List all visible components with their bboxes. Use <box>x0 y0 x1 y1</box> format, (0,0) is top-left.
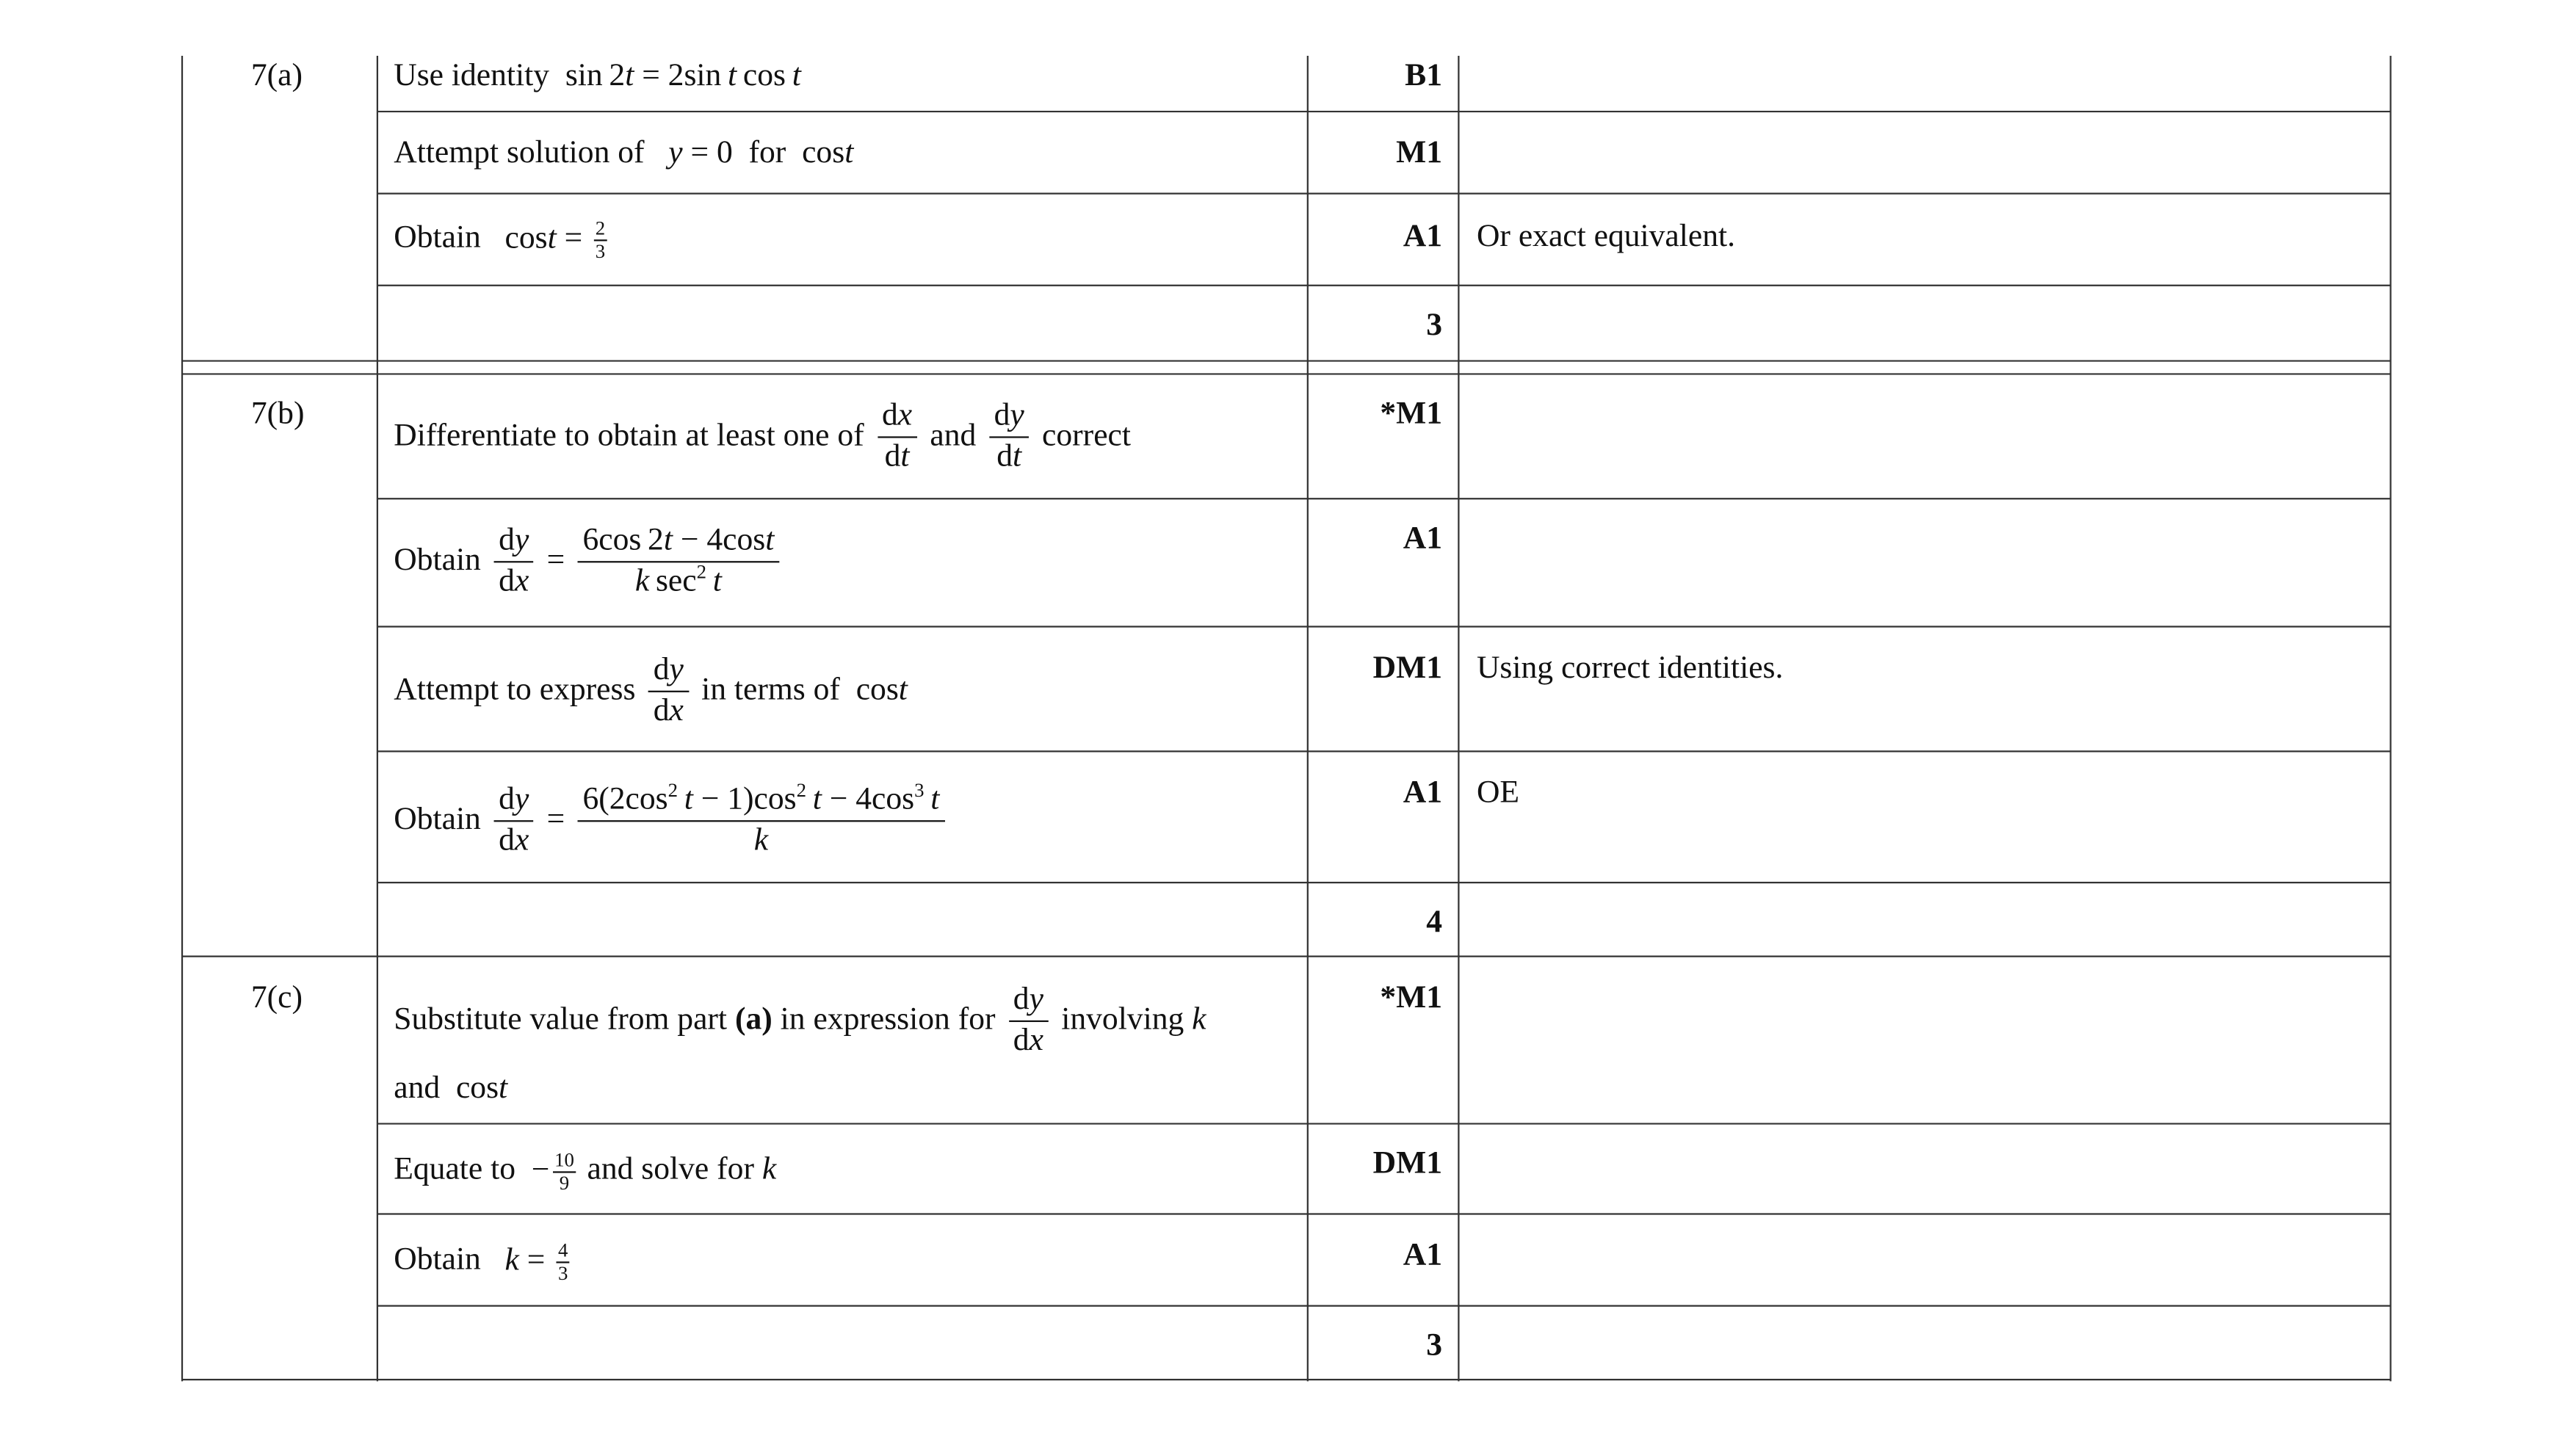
question-label-7c: 7(c) <box>250 981 303 1016</box>
step-text: Equate to <box>394 1152 516 1187</box>
step-obtain-dydx: Obtain $\frac{dy}{dx}$ = $\frac{6\cos 2t - 4\cos t}{k \sec^2 t}$ <box>394 522 784 603</box>
math-cos-expression: $\frac{6(2\cos^2 t - 1)\cos^2 t - 4\cos^3 t}{k}$ <box>578 781 944 863</box>
step-text: in expression for <box>780 1002 996 1037</box>
math-sin-identity: sin 2t = 2sin t cos t <box>557 59 801 94</box>
step-text: Obtain <box>394 802 481 838</box>
guidance-text: Using correct identities. <box>1476 651 1784 686</box>
mark-total: 3 <box>1426 1328 1443 1363</box>
math-dy-dt: $\frac{dy}{dt}$ <box>989 397 1030 479</box>
mark-a1: A1 <box>1403 1238 1443 1273</box>
step-text: Attempt to express <box>394 673 636 708</box>
step-obtain-dydx-cos: Obtain $\frac{dy}{dx}$ = $\frac{6(2\cos^2 t - 1)\cos^2 t - 4\cos^3 t}{k}$ <box>394 781 949 863</box>
step-text: Attempt solution of <box>394 136 645 171</box>
step-substitute-value-cont <box>394 1070 507 1108</box>
step-text: in terms of <box>701 673 840 708</box>
mark-star-m1: *M1 <box>1380 396 1443 432</box>
step-obtain-k <box>394 1240 573 1283</box>
guidance-text: Or exact equivalent. <box>1476 220 1736 255</box>
mark-a1: A1 <box>1403 220 1443 255</box>
question-label-7b: 7(b) <box>250 396 305 432</box>
math-dy-dx: $\frac{dy}{dx}$ <box>648 651 689 733</box>
step-obtain-cos <box>394 218 610 261</box>
mark-total: 4 <box>1426 905 1443 940</box>
math-cos-t: cost <box>448 1071 508 1106</box>
step-text: involving <box>1061 1002 1184 1037</box>
mark-a1: A1 <box>1403 521 1443 557</box>
step-attempt-solution <box>394 134 853 173</box>
math-cos-t: cost <box>847 673 908 708</box>
math-minus-ten-ninths: − $\frac{10}{9}$ <box>524 1153 579 1187</box>
mark-total: 3 <box>1426 308 1443 343</box>
guidance-text: OE <box>1476 775 1520 811</box>
step-substitute-value <box>394 981 1206 1062</box>
mark-a1: A1 <box>1403 775 1443 811</box>
math-dy-dx: $\frac{dy}{dx}$ <box>493 781 534 863</box>
step-text: and <box>930 418 977 454</box>
mark-star-m1: *M1 <box>1380 981 1443 1016</box>
math-derivative-expression: $\frac{6\cos 2t - 4\cos t}{k \sec^2 t}$ <box>578 522 779 603</box>
math-k: k <box>761 1152 777 1187</box>
step-differentiate <box>394 397 1131 479</box>
step-express-in-cos <box>394 651 908 733</box>
math-k-four-thirds: k = $\frac{4}{3}$ <box>489 1243 573 1277</box>
step-text: Obtain <box>394 1242 481 1277</box>
step-text: Use identity <box>394 59 550 94</box>
math-dy-dx: $\frac{dy}{dx}$ <box>1008 981 1049 1062</box>
step-text: Substitute value from part <box>394 1002 728 1037</box>
step-text: and <box>394 1071 441 1106</box>
math-dx-dt: $\frac{dx}{dt}$ <box>877 397 917 479</box>
math-dy-dx: $\frac{dy}{dx}$ <box>493 522 534 603</box>
mark-m1: M1 <box>1396 136 1443 171</box>
math-y-equals-zero: y = 0 for cost <box>668 136 854 171</box>
mark-b1: B1 <box>1405 59 1443 94</box>
part-reference: (a) <box>734 1002 773 1037</box>
step-text: Obtain <box>394 543 481 579</box>
step-text: correct <box>1042 418 1131 454</box>
mark-dm1: DM1 <box>1372 1146 1443 1181</box>
math-k: k <box>1192 1002 1206 1037</box>
step-use-identity <box>394 57 801 95</box>
step-text: and solve for <box>587 1152 754 1187</box>
math-cos-two-thirds: cost = $\frac{2}{3}$ <box>489 221 610 255</box>
mark-dm1: DM1 <box>1372 651 1443 686</box>
question-label-7a: 7(a) <box>250 59 303 94</box>
step-text: Differentiate to obtain at least one of <box>394 418 864 454</box>
step-equate-and-solve <box>394 1150 776 1193</box>
step-text: Obtain <box>394 220 481 255</box>
